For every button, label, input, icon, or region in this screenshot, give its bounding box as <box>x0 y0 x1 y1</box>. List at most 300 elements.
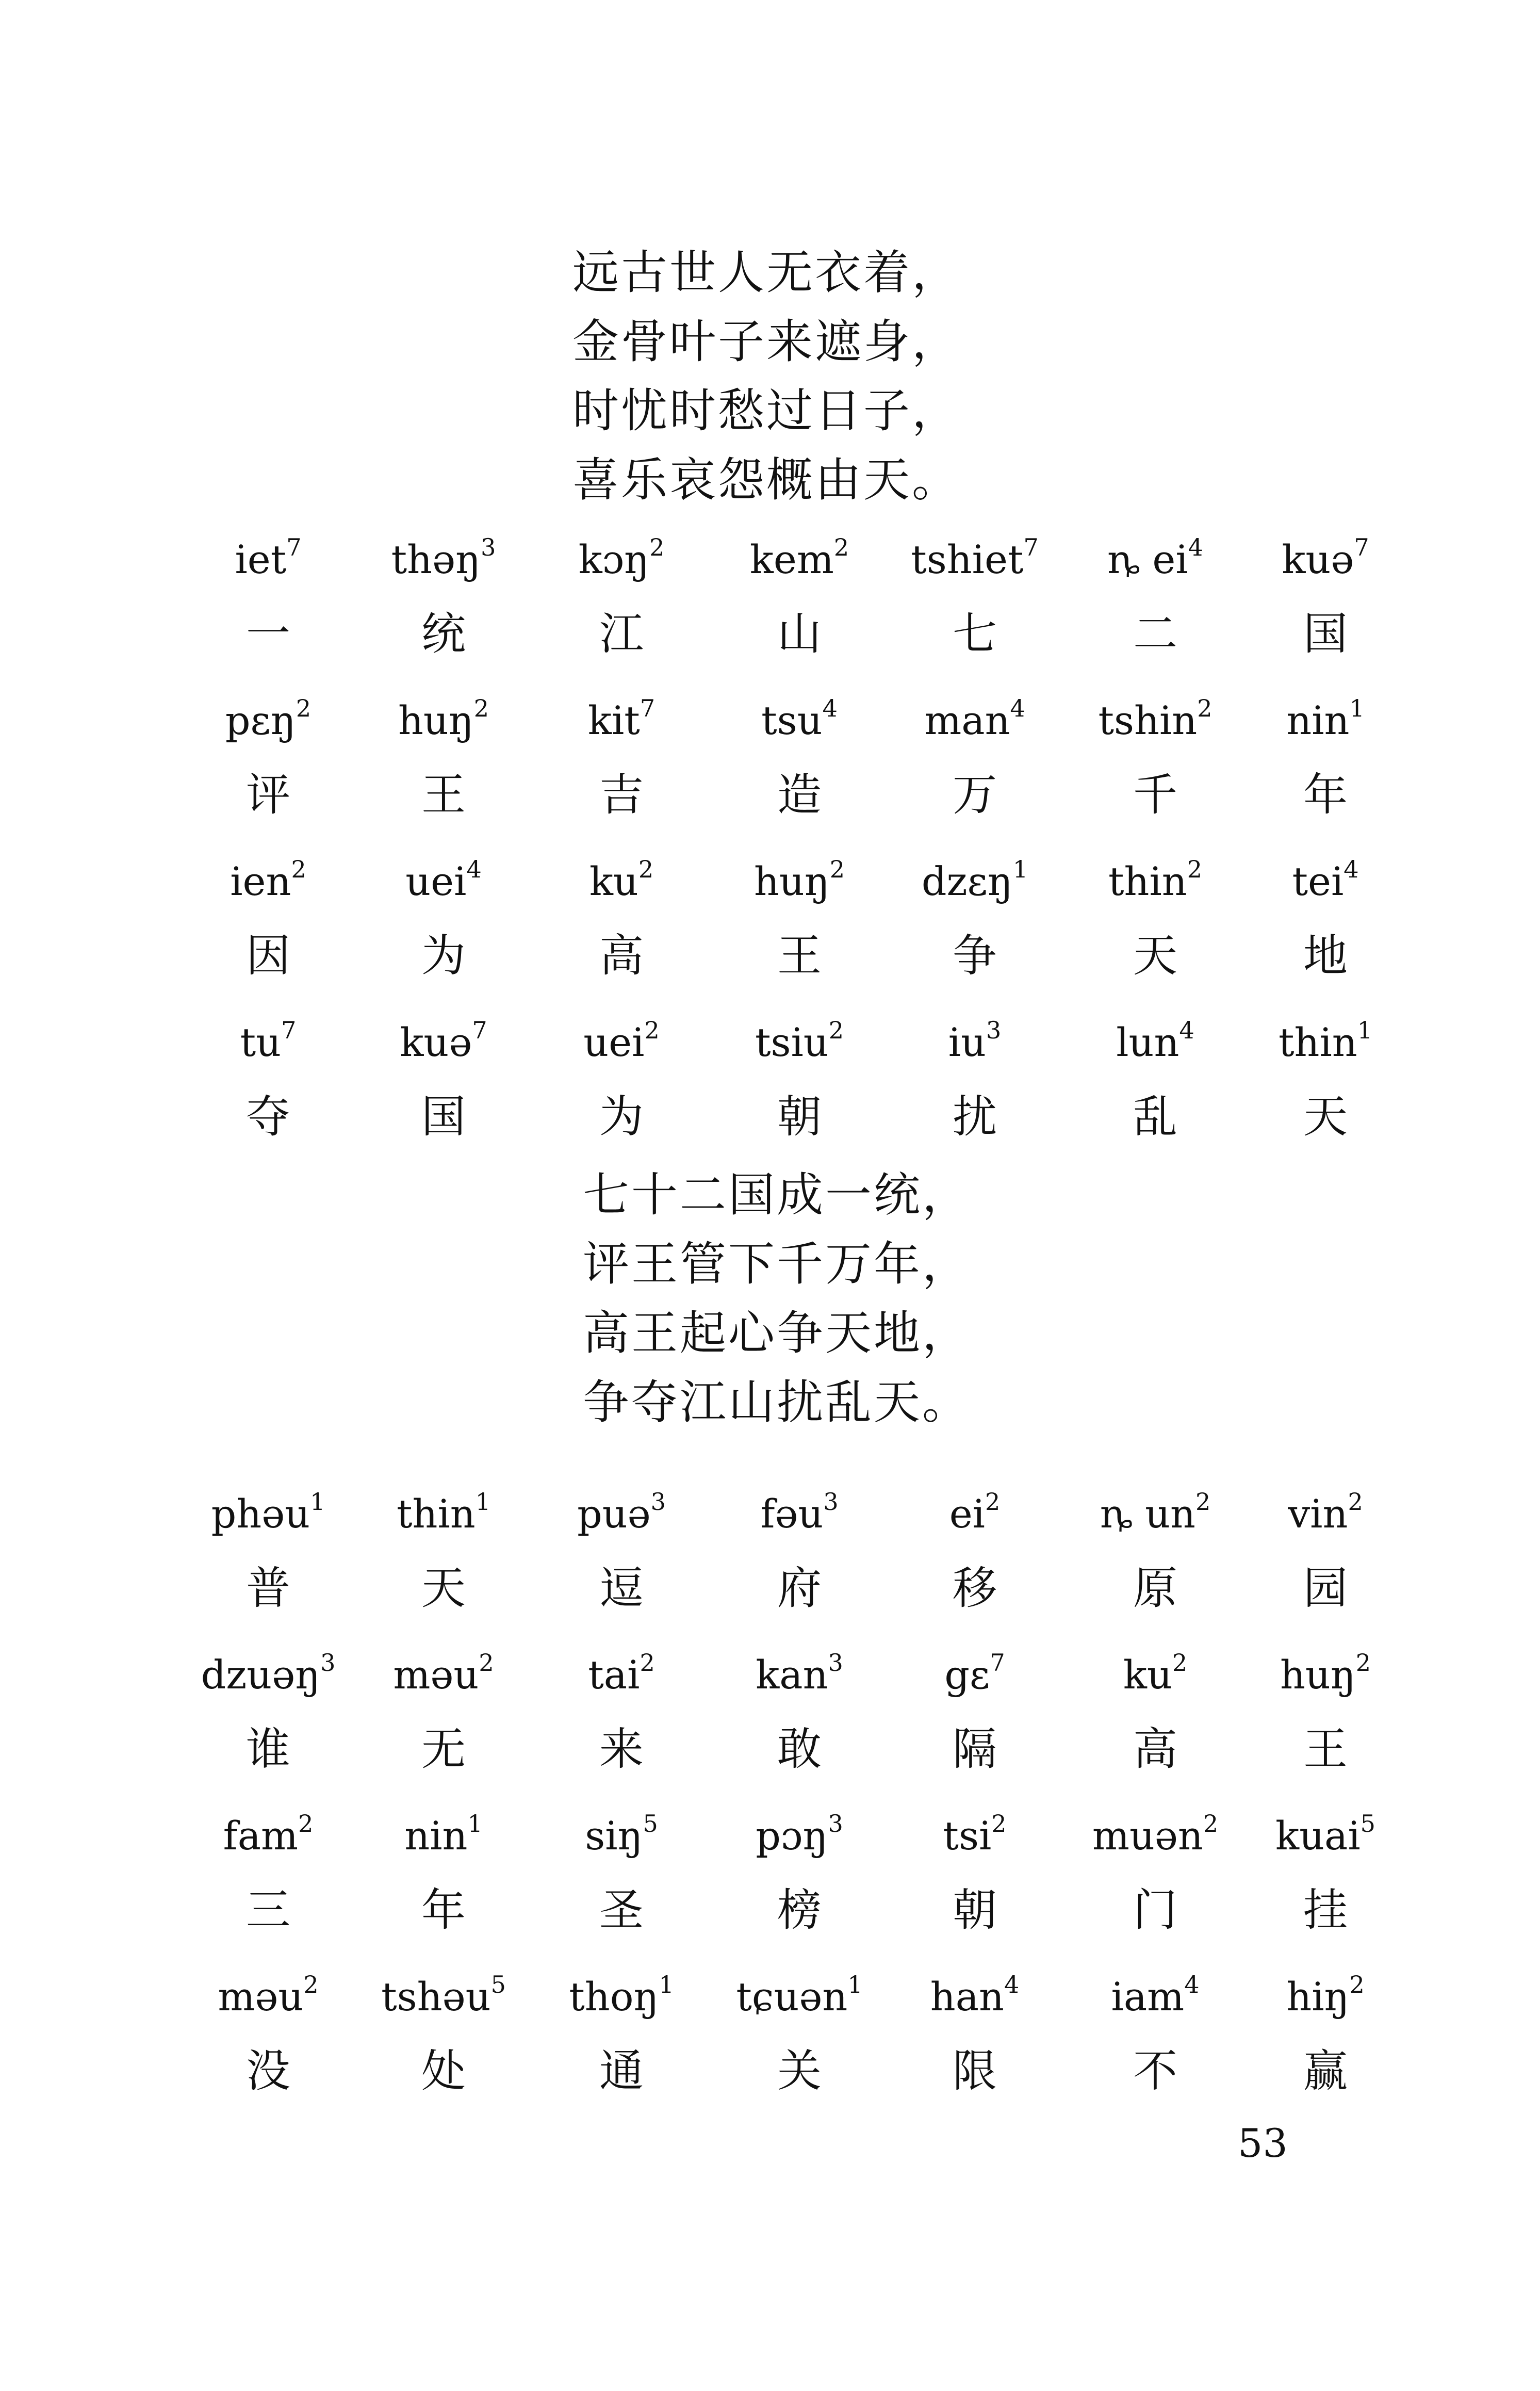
hanzi-character: 高 <box>1133 1723 1177 1775</box>
romanization <box>186 692 351 749</box>
interlinear-cell <box>539 1808 704 1949</box>
hanzi-character: 山 <box>777 608 822 660</box>
romanization <box>1243 531 1408 588</box>
tone-number: 7 <box>640 694 656 722</box>
tone-number: 2 <box>1197 694 1213 722</box>
tone-number: 3 <box>650 1488 666 1516</box>
interlinear-row <box>186 853 1372 1014</box>
romanization <box>717 1014 882 1071</box>
romanization <box>186 1486 351 1542</box>
verse-line: 远古世人无衣着， <box>572 246 960 300</box>
romanization <box>361 853 526 910</box>
romanization <box>1243 1486 1408 1542</box>
romanization-syllable: tshəu <box>381 1974 491 2020</box>
hanzi-character: 年 <box>1303 769 1348 821</box>
romanization <box>1073 1014 1238 1071</box>
romanization-syllable: iam <box>1111 1974 1185 2020</box>
hanzi-character: 园 <box>1303 1563 1348 1614</box>
interlinear-cell <box>361 1647 526 1788</box>
interlinear-cell <box>186 853 351 995</box>
interlinear-cell <box>361 1014 526 1156</box>
romanization-syllable: thoŋ <box>569 1974 659 2020</box>
hanzi-character: 不 <box>1133 2045 1177 2097</box>
hanzi-character: 榜 <box>777 1884 822 1936</box>
tone-number: 2 <box>473 694 489 722</box>
tone-number: 1 <box>310 1488 325 1516</box>
romanization <box>539 692 704 749</box>
tone-number: 2 <box>479 1649 494 1677</box>
interlinear-cell <box>186 1014 351 1156</box>
romanization <box>361 692 526 749</box>
verse-line: 高王起心争天地， <box>583 1306 971 1360</box>
interlinear-cell <box>1073 853 1238 995</box>
romanization-syllable: ȵ ei <box>1107 536 1188 582</box>
romanization-syllable: tu <box>240 1019 282 1065</box>
hanzi-character: 因 <box>246 930 290 982</box>
hanzi-character: 隔 <box>953 1723 997 1775</box>
interlinear-cell <box>1243 531 1408 673</box>
hanzi-character: 原 <box>1133 1563 1177 1614</box>
hanzi-character: 关 <box>777 2045 822 2097</box>
romanization <box>1073 1486 1238 1542</box>
romanization-syllable: ku <box>1123 1652 1172 1698</box>
tone-number: 4 <box>1004 1971 1020 1998</box>
romanization <box>892 1486 1057 1542</box>
romanization <box>1073 531 1238 588</box>
romanization-syllable: pɛŋ <box>225 697 296 743</box>
romanization <box>539 1969 704 2025</box>
tone-number: 2 <box>985 1488 1001 1516</box>
hanzi-character: 夺 <box>246 1091 290 1143</box>
interlinear-cell <box>1073 1014 1238 1156</box>
tone-number: 7 <box>281 1016 297 1044</box>
romanization <box>892 531 1057 588</box>
interlinear-cell <box>717 1808 882 1949</box>
romanization <box>892 1647 1057 1703</box>
tone-number: 2 <box>1187 855 1203 883</box>
interlinear-cell <box>1243 1647 1408 1788</box>
interlinear-cell <box>717 1014 882 1156</box>
romanization <box>186 1647 351 1703</box>
romanization-syllable: tshin <box>1098 697 1198 743</box>
hanzi-character: 赢 <box>1303 2045 1348 2097</box>
interlinear-cell <box>1243 1808 1408 1949</box>
interlinear-cell <box>361 853 526 995</box>
tone-number: 4 <box>822 694 838 722</box>
romanization-syllable: iu <box>948 1019 986 1065</box>
interlinear-cell <box>1073 1647 1238 1788</box>
romanization <box>361 531 526 588</box>
romanization-syllable: kem <box>749 536 834 582</box>
tone-number: 2 <box>1355 1649 1371 1677</box>
romanization-syllable: thin <box>1278 1019 1357 1065</box>
romanization-syllable: kuə <box>1282 536 1354 582</box>
tone-number: 7 <box>472 1016 487 1044</box>
interlinear-cell <box>186 1969 351 2110</box>
romanization <box>1243 1969 1408 2025</box>
interlinear-cell <box>717 1647 882 1788</box>
romanization <box>1243 1014 1408 1071</box>
hanzi-character: 限 <box>953 2045 997 2097</box>
romanization-syllable: iet <box>235 536 287 582</box>
tone-number: 7 <box>1023 533 1039 561</box>
verse-line: 评王管下千万年， <box>583 1237 971 1291</box>
interlinear-cell <box>1073 1808 1238 1949</box>
hanzi-character: 国 <box>421 1091 466 1143</box>
romanization-syllable: vin <box>1288 1491 1348 1537</box>
hanzi-character: 谁 <box>246 1723 290 1775</box>
tone-number: 3 <box>320 1649 336 1677</box>
hanzi-character: 年 <box>421 1884 466 1936</box>
tone-number: 1 <box>467 1810 483 1837</box>
romanization-syllable: lun <box>1116 1019 1179 1065</box>
verse-line: 七十二国成一统， <box>583 1168 971 1222</box>
romanization <box>1243 692 1408 749</box>
interlinear-row <box>186 1014 1372 1175</box>
tone-number: 3 <box>823 1488 839 1516</box>
romanization-syllable: huŋ <box>398 697 474 743</box>
tone-number: 4 <box>1010 694 1025 722</box>
romanization <box>539 531 704 588</box>
romanization-syllable: kan <box>756 1652 828 1698</box>
hanzi-character: 万 <box>953 769 997 821</box>
tone-number: 2 <box>991 1810 1007 1837</box>
interlinear-cell <box>539 1647 704 1788</box>
hanzi-character: 处 <box>421 2045 466 2097</box>
interlinear-cell <box>717 692 882 834</box>
hanzi-character: 统 <box>421 608 466 660</box>
tone-number: 1 <box>1349 694 1365 722</box>
romanization <box>361 1647 526 1703</box>
tone-number: 1 <box>475 1488 491 1516</box>
verse-line: 争夺江山扰乱天。 <box>583 1375 971 1429</box>
hanzi-character: 无 <box>421 1723 466 1775</box>
romanization-syllable: gɛ <box>944 1652 990 1698</box>
interlinear-cell <box>1243 853 1408 995</box>
romanization-syllable: məu <box>218 1974 304 2020</box>
romanization-syllable: dzɛŋ <box>921 858 1013 904</box>
romanization <box>539 1486 704 1542</box>
romanization <box>717 853 882 910</box>
tone-number: 2 <box>298 1810 314 1837</box>
romanization-syllable: fəu <box>760 1491 824 1537</box>
hanzi-character: 朝 <box>953 1884 997 1936</box>
interlinear-cell <box>1243 692 1408 834</box>
verse-line: 喜乐哀怨概由天。 <box>572 453 960 507</box>
tone-number: 3 <box>481 533 496 561</box>
romanization-syllable: muən <box>1092 1813 1203 1859</box>
tone-number: 2 <box>1195 1488 1211 1516</box>
romanization-syllable: kuai <box>1275 1813 1361 1859</box>
romanization-syllable: tsi <box>943 1813 992 1859</box>
interlinear-cell <box>539 1014 704 1156</box>
interlinear-row <box>186 1808 1375 1969</box>
romanization-syllable: pɔŋ <box>756 1813 828 1859</box>
hanzi-character: 王 <box>1303 1723 1348 1775</box>
hanzi-character: 国 <box>1303 608 1348 660</box>
romanization-syllable: han <box>930 1974 1004 2020</box>
interlinear-cell <box>1243 1969 1408 2110</box>
romanization <box>361 1808 526 1864</box>
interlinear-row <box>186 692 1372 853</box>
romanization <box>1073 1647 1238 1703</box>
romanization-syllable: hiŋ <box>1286 1974 1350 2020</box>
interlinear-cell <box>892 1969 1057 2110</box>
romanization <box>892 853 1057 910</box>
interlinear-cell <box>892 1647 1057 1788</box>
romanization <box>361 1486 526 1542</box>
romanization <box>717 1486 882 1542</box>
interlinear-row <box>186 531 1372 692</box>
romanization <box>1243 853 1408 910</box>
tone-number: 7 <box>1354 533 1369 561</box>
verse-block-2 <box>583 1161 1253 1437</box>
verse-line: 金骨叶子来遮身， <box>572 315 960 369</box>
romanization-syllable: tɕuən <box>736 1974 848 2020</box>
interlinear-cell <box>539 1486 704 1627</box>
romanization-syllable: ei <box>949 1491 985 1537</box>
interlinear-cell <box>361 1808 526 1949</box>
romanization <box>186 1808 351 1864</box>
interlinear-cell <box>892 1808 1057 1949</box>
hanzi-character: 二 <box>1133 608 1177 660</box>
interlinear-cell <box>539 692 704 834</box>
interlinear-cell <box>361 531 526 673</box>
romanization <box>186 853 351 910</box>
hanzi-character: 扰 <box>953 1091 997 1143</box>
hanzi-character: 逗 <box>599 1563 644 1614</box>
interlinear-row <box>186 1969 1372 2129</box>
interlinear-row <box>186 1647 1372 1808</box>
interlinear-cell <box>717 531 882 673</box>
romanization <box>892 692 1057 749</box>
interlinear-cell <box>892 692 1057 834</box>
interlinear-cell <box>361 692 526 834</box>
romanization <box>1073 1808 1238 1864</box>
romanization-syllable: thəŋ <box>391 536 481 582</box>
hanzi-character: 造 <box>777 769 822 821</box>
hanzi-character: 圣 <box>599 1884 644 1936</box>
interlinear-cell <box>186 1486 351 1627</box>
tone-number: 2 <box>649 533 665 561</box>
interlinear-cell <box>186 1647 351 1788</box>
romanization-syllable: nin <box>1286 697 1350 743</box>
tone-number: 2 <box>829 855 845 883</box>
tone-number: 4 <box>466 855 482 883</box>
hanzi-character: 天 <box>1303 1091 1348 1143</box>
tone-number: 3 <box>828 1810 843 1837</box>
tone-number: 4 <box>1344 855 1359 883</box>
romanization <box>539 1808 704 1864</box>
tone-number: 5 <box>490 1971 506 1998</box>
interlinear-cell <box>1073 531 1238 673</box>
tone-number: 3 <box>986 1016 1002 1044</box>
verse-line: 时忧时愁过日子， <box>572 384 960 438</box>
hanzi-character: 挂 <box>1303 1884 1348 1936</box>
romanization-syllable: kɔŋ <box>578 536 650 582</box>
romanization-syllable: ku <box>589 858 638 904</box>
page-number: 53 <box>1238 2120 1288 2166</box>
interlinear-cell <box>1243 1486 1408 1627</box>
tone-number: 4 <box>1188 533 1203 561</box>
tone-number: 2 <box>828 1016 844 1044</box>
tone-number: 1 <box>1357 1016 1373 1044</box>
romanization-syllable: siŋ <box>585 1813 643 1859</box>
romanization <box>717 1808 882 1864</box>
hanzi-character: 高 <box>599 930 644 982</box>
hanzi-character: 朝 <box>777 1091 822 1143</box>
hanzi-character: 评 <box>246 769 290 821</box>
tone-number: 4 <box>1179 1016 1194 1044</box>
romanization-syllable: ien <box>230 858 291 904</box>
romanization <box>186 1969 351 2025</box>
interlinear-cell <box>1073 1486 1238 1627</box>
romanization-syllable: man <box>924 697 1010 743</box>
tone-number: 2 <box>833 533 849 561</box>
interlinear-cell <box>539 853 704 995</box>
romanization <box>186 1014 351 1071</box>
tone-number: 1 <box>659 1971 674 1998</box>
interlinear-row <box>186 1486 1372 1647</box>
romanization <box>717 692 882 749</box>
romanization-syllable: thin <box>396 1491 476 1537</box>
hanzi-character: 王 <box>421 769 466 821</box>
interlinear-cell <box>892 853 1057 995</box>
tone-number: 3 <box>828 1649 843 1677</box>
romanization-syllable: kit <box>587 697 640 743</box>
tone-number: 7 <box>286 533 302 561</box>
hanzi-character: 乱 <box>1133 1091 1177 1143</box>
hanzi-character: 没 <box>246 2045 290 2097</box>
romanization <box>1243 1647 1408 1703</box>
romanization-syllable: tei <box>1292 858 1344 904</box>
romanization <box>892 1014 1057 1071</box>
hanzi-character: 王 <box>777 930 822 982</box>
tone-number: 2 <box>296 694 312 722</box>
romanization-syllable: uei <box>405 858 467 904</box>
tone-number: 2 <box>638 855 654 883</box>
romanization <box>717 1969 882 2025</box>
interlinear-cell <box>361 1486 526 1627</box>
hanzi-character: 天 <box>1133 930 1177 982</box>
interlinear-cell <box>892 1486 1057 1627</box>
romanization-syllable: thin <box>1108 858 1187 904</box>
hanzi-character: 一 <box>246 608 290 660</box>
interlinear-cell <box>717 1486 882 1627</box>
tone-number: 1 <box>1012 855 1028 883</box>
interlinear-cell <box>186 692 351 834</box>
interlinear-cell <box>186 531 351 673</box>
interlinear-cell <box>539 1969 704 2110</box>
hanzi-character: 争 <box>953 930 997 982</box>
romanization-syllable: dzuəŋ <box>201 1652 321 1698</box>
hanzi-character: 普 <box>246 1563 290 1614</box>
romanization-syllable: huŋ <box>1280 1652 1356 1698</box>
hanzi-character: 为 <box>421 930 466 982</box>
tone-number: 2 <box>1172 1649 1188 1677</box>
romanization-syllable: nin <box>404 1813 468 1859</box>
romanization <box>1243 1808 1408 1864</box>
interlinear-grid-1 <box>186 531 1372 1175</box>
hanzi-character: 移 <box>953 1563 997 1614</box>
romanization <box>717 531 882 588</box>
interlinear-cell <box>717 853 882 995</box>
interlinear-cell <box>186 1808 351 1949</box>
hanzi-character: 地 <box>1303 930 1348 982</box>
romanization <box>539 853 704 910</box>
interlinear-cell <box>1073 1969 1238 2110</box>
interlinear-grid-2 <box>186 1486 1375 2129</box>
romanization-syllable: tshiet <box>911 536 1024 582</box>
tone-number: 2 <box>303 1971 319 1998</box>
hanzi-character: 为 <box>599 1091 644 1143</box>
interlinear-cell <box>539 531 704 673</box>
tone-number: 2 <box>640 1649 655 1677</box>
romanization <box>1073 853 1238 910</box>
hanzi-character: 天 <box>421 1563 466 1614</box>
romanization-syllable: ȵ un <box>1100 1491 1195 1537</box>
romanization-syllable: tsiu <box>755 1019 829 1065</box>
tone-number: 4 <box>1184 1971 1200 1998</box>
interlinear-cell <box>892 1014 1057 1156</box>
romanization-syllable: tai <box>588 1652 640 1698</box>
tone-number: 2 <box>1348 1488 1363 1516</box>
hanzi-character: 门 <box>1133 1884 1177 1936</box>
hanzi-character: 府 <box>777 1563 822 1614</box>
romanization <box>361 1969 526 2025</box>
verse-block-1 <box>572 238 1243 515</box>
romanization-syllable: məu <box>393 1652 479 1698</box>
romanization-syllable: huŋ <box>753 858 830 904</box>
romanization-syllable: fam <box>223 1813 299 1859</box>
romanization-syllable: kuə <box>400 1019 472 1065</box>
hanzi-character: 吉 <box>599 769 644 821</box>
romanization <box>1073 692 1238 749</box>
hanzi-character: 千 <box>1133 769 1177 821</box>
romanization <box>539 1647 704 1703</box>
romanization <box>892 1808 1057 1864</box>
interlinear-cell <box>892 531 1057 673</box>
interlinear-cell <box>361 1969 526 2110</box>
hanzi-character: 三 <box>246 1884 290 1936</box>
romanization <box>186 531 351 588</box>
tone-number: 5 <box>1360 1810 1375 1837</box>
tone-number: 2 <box>1349 1971 1365 1998</box>
hanzi-character: 来 <box>599 1723 644 1775</box>
romanization <box>717 1647 882 1703</box>
romanization-syllable: tsu <box>761 697 823 743</box>
hanzi-character: 敢 <box>777 1723 822 1775</box>
romanization <box>361 1014 526 1071</box>
hanzi-character: 江 <box>599 608 644 660</box>
tone-number: 2 <box>644 1016 660 1044</box>
tone-number: 5 <box>643 1810 658 1837</box>
romanization-syllable: puə <box>577 1491 651 1537</box>
romanization-syllable: phəu <box>211 1491 310 1537</box>
hanzi-character: 七 <box>953 608 997 660</box>
tone-number: 2 <box>291 855 306 883</box>
interlinear-cell <box>1243 1014 1408 1156</box>
romanization <box>892 1969 1057 2025</box>
tone-number: 1 <box>847 1971 863 1998</box>
hanzi-character: 通 <box>599 2045 644 2097</box>
tone-number: 2 <box>1203 1810 1219 1837</box>
romanization <box>1073 1969 1238 2025</box>
interlinear-cell <box>717 1969 882 2110</box>
romanization-syllable: uei <box>583 1019 645 1065</box>
interlinear-cell <box>1073 692 1238 834</box>
romanization <box>539 1014 704 1071</box>
